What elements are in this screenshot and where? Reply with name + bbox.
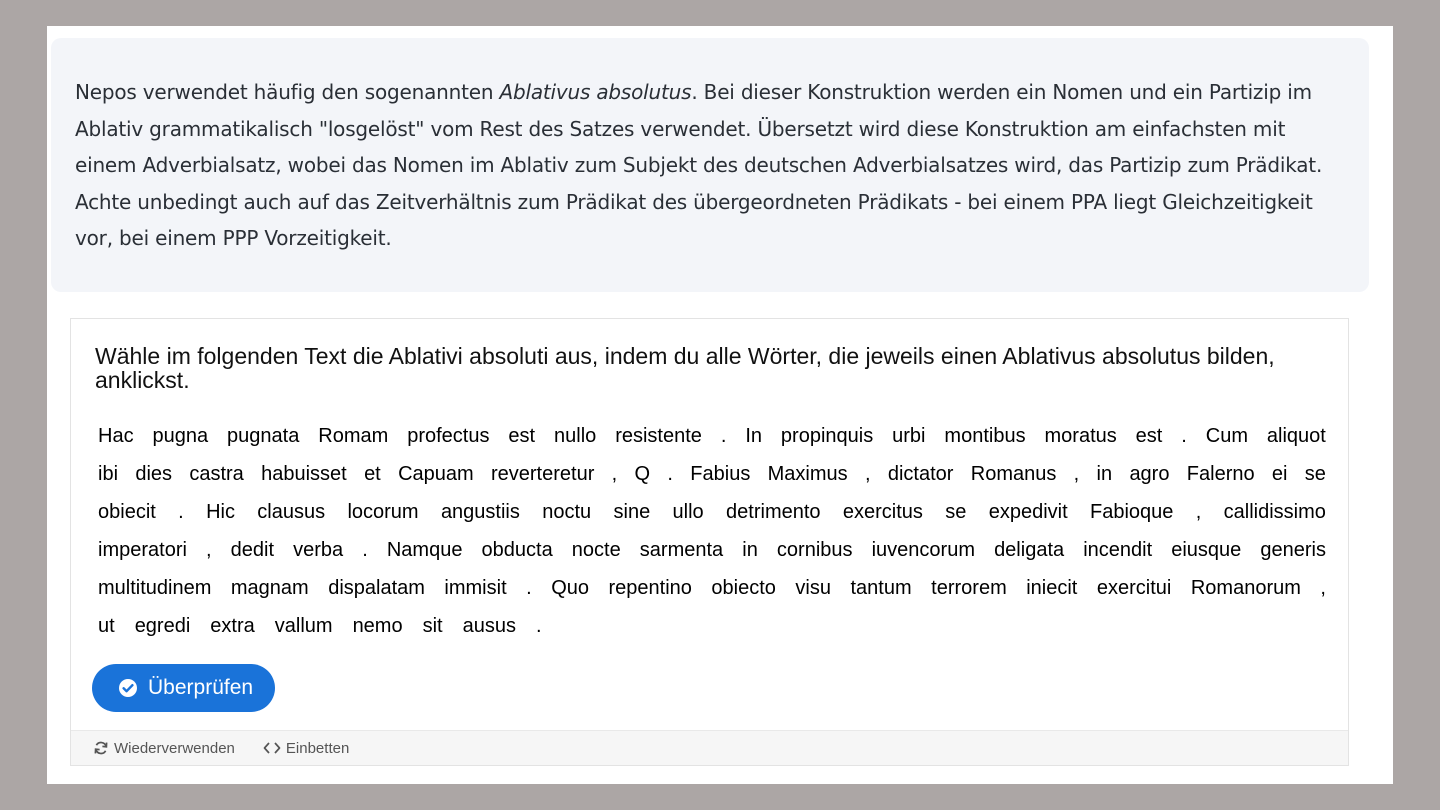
selectable-word[interactable]: Romanus — [970, 463, 1057, 485]
selectable-word[interactable]: . — [535, 615, 542, 637]
selectable-word[interactable]: locorum — [347, 501, 419, 523]
word-selection-area — [97, 417, 1327, 645]
selectable-word[interactable]: multitudinem — [98, 577, 212, 599]
page — [47, 26, 1393, 784]
selectable-word[interactable]: Fabioque — [1090, 501, 1174, 523]
check-button[interactable] — [92, 664, 275, 712]
selectable-word[interactable]: , — [1073, 463, 1080, 485]
selectable-word[interactable]: terrorem — [931, 577, 1007, 599]
selectable-word[interactable]: exercitus — [842, 501, 923, 523]
intro-emphasis: Ablativus absolutus — [499, 80, 692, 104]
intro-box — [51, 38, 1369, 292]
selectable-word[interactable]: dictator — [887, 463, 954, 485]
selectable-word[interactable]: et — [364, 463, 381, 485]
selectable-word[interactable]: . — [720, 425, 727, 447]
selectable-word[interactable]: in — [1096, 463, 1113, 485]
selectable-word[interactable]: iuvencorum — [871, 539, 975, 561]
selectable-word[interactable]: egredi — [134, 615, 191, 637]
selectable-word[interactable]: se — [1304, 463, 1326, 485]
check-button-label: Überprüfen — [148, 676, 254, 699]
code-icon — [263, 741, 281, 755]
selectable-word[interactable]: est — [1135, 425, 1163, 447]
selectable-word[interactable]: Fabius — [690, 463, 751, 485]
intro-text-part1: Nepos verwendet häufig den sogenannten — [75, 80, 500, 104]
selectable-word[interactable]: ausus — [462, 615, 516, 637]
selectable-word[interactable]: imperatori — [98, 539, 187, 561]
check-circle-icon — [118, 678, 138, 698]
selectable-word[interactable]: ei — [1271, 463, 1288, 485]
selectable-word[interactable]: resistente — [615, 425, 702, 447]
task-card — [70, 318, 1349, 766]
selectable-word[interactable]: In — [745, 425, 762, 447]
selectable-word[interactable]: aliquot — [1266, 425, 1326, 447]
text-line — [97, 417, 1327, 455]
selectable-word[interactable]: propinquis — [780, 425, 874, 447]
intro-text — [75, 74, 1345, 257]
selectable-word[interactable]: detrimento — [726, 501, 821, 523]
footer-bar — [71, 730, 1348, 765]
selectable-word[interactable]: magnam — [230, 577, 309, 599]
selectable-word[interactable]: Namque — [386, 539, 463, 561]
selectable-word[interactable]: . — [178, 501, 184, 523]
selectable-word[interactable]: nocte — [571, 539, 621, 561]
selectable-word[interactable]: castra — [189, 463, 244, 485]
selectable-word[interactable]: se — [945, 501, 967, 523]
selectable-word[interactable]: . — [1181, 425, 1187, 447]
selectable-word[interactable]: , — [206, 539, 212, 561]
selectable-word[interactable]: cornibus — [776, 539, 853, 561]
selectable-word[interactable]: dedit — [230, 539, 275, 561]
text-line — [97, 493, 1327, 531]
selectable-word[interactable]: obiecto — [711, 577, 776, 599]
selectable-word[interactable]: tantum — [850, 577, 912, 599]
selectable-word[interactable]: dies — [135, 463, 173, 485]
selectable-word[interactable]: repentino — [608, 577, 692, 599]
text-line — [97, 531, 1327, 569]
selectable-word[interactable]: , — [1320, 577, 1326, 599]
text-line — [97, 569, 1327, 607]
selectable-word[interactable]: reverteretur — [490, 463, 595, 485]
selectable-word[interactable]: nullo — [554, 425, 597, 447]
selectable-word[interactable]: ibi — [98, 463, 119, 485]
selectable-word[interactable]: dispalatam — [328, 577, 425, 599]
selectable-word[interactable]: . — [362, 539, 368, 561]
selectable-word[interactable]: eiusque — [1171, 539, 1242, 561]
selectable-word[interactable]: Capuam — [398, 463, 474, 485]
selectable-word[interactable]: incendit — [1083, 539, 1153, 561]
text-line — [97, 607, 1327, 645]
selectable-word[interactable]: obducta — [481, 539, 553, 561]
selectable-word[interactable]: , — [611, 463, 618, 485]
selectable-word[interactable]: deligata — [994, 539, 1065, 561]
selectable-word[interactable]: agro — [1129, 463, 1170, 485]
selectable-word[interactable]: Quo — [551, 577, 590, 599]
selectable-word[interactable]: in — [742, 539, 758, 561]
selectable-word[interactable]: vallum — [274, 615, 333, 637]
selectable-word[interactable]: immisit — [444, 577, 507, 599]
embed-link[interactable] — [263, 740, 349, 757]
selectable-word[interactable]: generis — [1260, 539, 1326, 561]
selectable-word[interactable]: Maximus — [767, 463, 848, 485]
selectable-word[interactable]: , — [864, 463, 871, 485]
selectable-word[interactable]: exercitui — [1096, 577, 1172, 599]
selectable-word[interactable]: ut — [98, 615, 115, 637]
selectable-word[interactable]: Hic — [206, 501, 235, 523]
selectable-word[interactable]: sine — [613, 501, 651, 523]
reuse-label: Wiederverwenden — [114, 739, 235, 757]
selectable-word[interactable]: clausus — [257, 501, 326, 523]
selectable-word[interactable]: sit — [422, 615, 443, 637]
refresh-icon — [93, 740, 109, 756]
selectable-word[interactable]: noctu — [542, 501, 592, 523]
selectable-word[interactable]: verba — [293, 539, 344, 561]
selectable-word[interactable]: . — [526, 577, 532, 599]
selectable-word[interactable]: Hac — [98, 425, 134, 447]
selectable-word[interactable]: Romam — [318, 425, 389, 447]
selectable-word[interactable]: visu — [795, 577, 831, 599]
selectable-word[interactable]: , — [1195, 501, 1202, 523]
embed-label: Einbetten — [285, 739, 350, 757]
selectable-word[interactable]: pugna — [152, 425, 209, 447]
intro-text-part2: . Bei dieser Konstruktion werden ein Nomen und ein Partizip im Ablativ grammatikalisch "losgelöst" vom Rest des Satzes verwendet. Übersetzt wird diese Konstruktion am einfachsten mit einem Adverbialsatz, wobei das Nomen im Ablativ zum Subjekt des deutschen Adverbialsatzes wird, das Partizip zum Prädikat. Achte unbedingt auch auf das Zeitverhältnis zum Prädikat des übergeordneten Prädikats - bei einem PPA liegt Gleichzeitigkeit vor, bei einem PPP Vorzeitigkeit. — [75, 80, 1323, 250]
task-title: Wähle im folgenden Text die Ablativi absoluti aus, indem du alle Wörter, die jeweils einen Ablativus absolutus bilden, anklickst. — [95, 343, 1275, 393]
selectable-word[interactable]: est — [508, 425, 536, 447]
selectable-word[interactable]: montibus — [944, 425, 1026, 447]
selectable-word[interactable]: expedivit — [988, 501, 1068, 523]
selectable-word[interactable]: Q — [634, 463, 651, 485]
selectable-word[interactable]: habuisset — [261, 463, 347, 485]
selectable-word[interactable]: angustiis — [440, 501, 520, 523]
selectable-word[interactable]: ullo — [672, 501, 704, 523]
selectable-word[interactable]: sarmenta — [639, 539, 724, 561]
selectable-word[interactable]: moratus — [1044, 425, 1117, 447]
reuse-link[interactable] — [93, 740, 235, 757]
selectable-word[interactable]: extra — [210, 615, 255, 637]
selectable-word[interactable]: callidissimo — [1223, 501, 1326, 523]
text-line — [97, 455, 1327, 493]
selectable-word[interactable]: obiecit — [98, 501, 156, 523]
selectable-word[interactable]: Falerno — [1186, 463, 1255, 485]
selectable-word[interactable]: . — [667, 463, 673, 485]
selectable-word[interactable]: urbi — [892, 425, 926, 447]
selectable-word[interactable]: iniecit — [1026, 577, 1078, 599]
selectable-word[interactable]: Romanorum — [1190, 577, 1301, 599]
selectable-word[interactable]: nemo — [352, 615, 403, 637]
selectable-word[interactable]: Cum — [1205, 425, 1248, 447]
selectable-word[interactable]: pugnata — [227, 425, 300, 447]
selectable-word[interactable]: profectus — [407, 425, 490, 447]
